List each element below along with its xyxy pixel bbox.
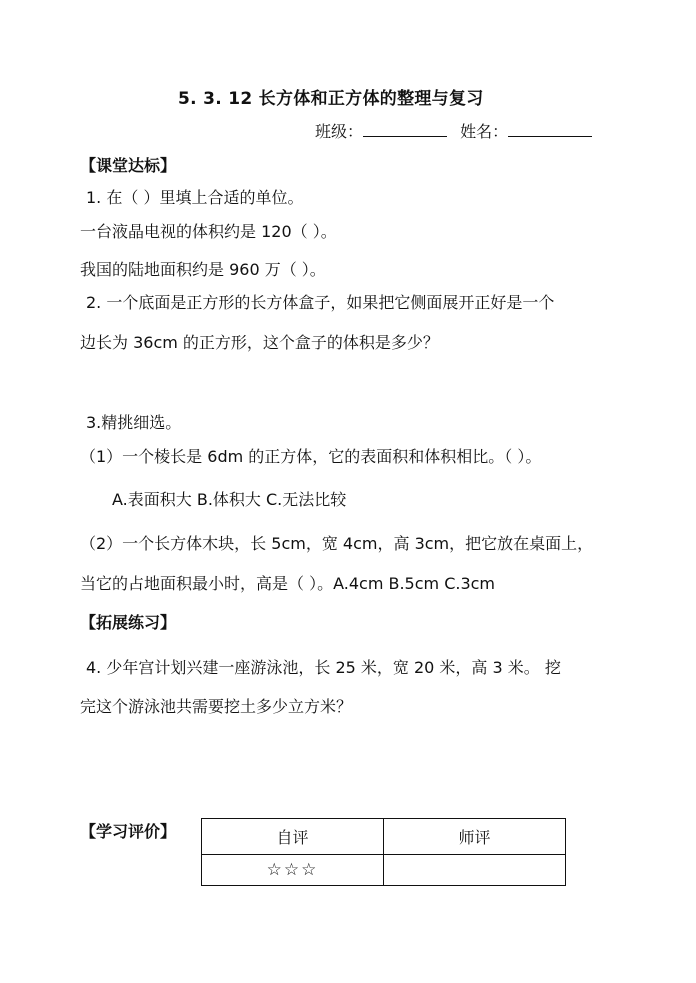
class-blank[interactable] <box>363 122 447 137</box>
table-row <box>202 854 566 885</box>
q1-line1: 一台液晶电视的体积约是 120（ ）。 <box>80 222 337 241</box>
page-title: 5. 3. 12 长方体和正方体的整理与复习 <box>178 89 484 109</box>
section-classroom: 【课堂达标】 <box>80 156 177 175</box>
q2-line2: 边长为 36cm 的正方形，这个盒子的体积是多少？ <box>80 333 439 352</box>
evaluation-table <box>201 818 566 886</box>
q3-sub2-line2: 当它的占地面积最小时，高是（ ）。A.4cm B.5cm C.3cm <box>80 574 496 593</box>
q2-line1: 2. 一个底面是正方形的长方体盒子，如果把它侧面展开正好是一个 <box>86 293 555 312</box>
section-evaluation: 【学习评价】 <box>80 822 177 841</box>
name-blank[interactable] <box>508 122 592 137</box>
q3-sub1-options: A.表面积大 B.体积大 C.无法比较 <box>112 490 347 509</box>
q4-line2: 完这个游泳池共需要挖土多少立方米？ <box>80 697 353 716</box>
table-row <box>202 819 566 855</box>
q3-sub2-line1: （2）一个长方体木块，长 5cm，宽 4cm，高 3cm，把它放在桌面上， <box>80 534 594 553</box>
q3-title: 3.精挑细选。 <box>86 413 182 432</box>
self-rating-stars[interactable]: ☆☆☆ <box>202 854 384 885</box>
name-label: 姓名： <box>460 122 509 141</box>
q1-prompt: 1. 在（ ）里填上合适的单位。 <box>86 188 304 207</box>
q3-sub1: （1）一个棱长是 6dm 的正方体，它的表面积和体积相比。（ ）。 <box>80 447 542 466</box>
section-extension: 【拓展练习】 <box>80 613 177 632</box>
header-teacher-eval: 师评 <box>384 819 566 855</box>
class-name-line <box>315 119 592 142</box>
q1-line2: 我国的陆地面积约是 960 万（ ）。 <box>80 260 326 279</box>
q4-line1: 4. 少年宫计划兴建一座游泳池，长 25 米，宽 20 米，高 3 米。 挖 <box>86 658 561 677</box>
class-label: 班级： <box>315 122 364 141</box>
teacher-rating-cell[interactable] <box>384 854 566 885</box>
header-self-eval: 自评 <box>202 819 384 855</box>
